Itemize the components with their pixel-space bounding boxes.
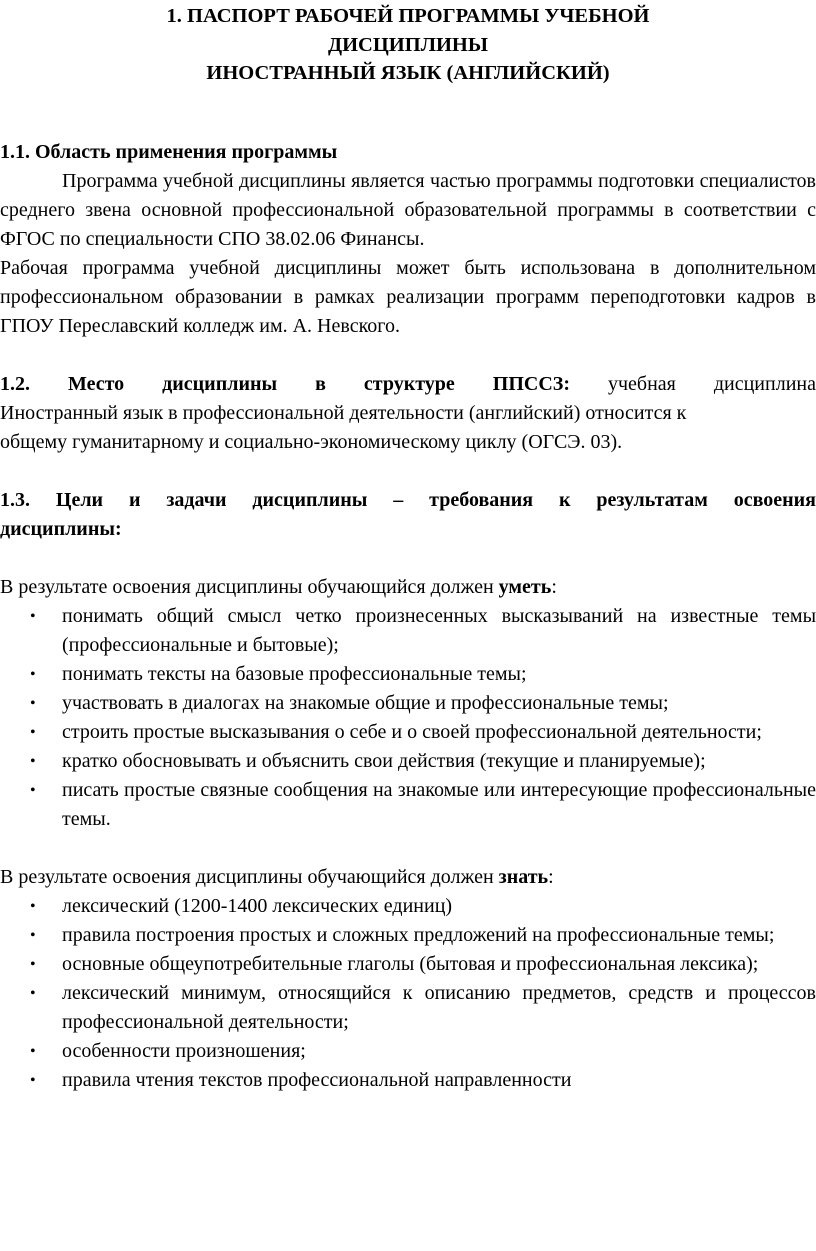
- skills-list: [0, 602, 816, 834]
- list-item: [0, 1037, 816, 1066]
- section-1-2-heading: 1.2. Место дисциплины в структуре ППССЗ:: [0, 372, 570, 395]
- section-1-1-paragraph-1: Программа учебной дисциплины является частью программы подготовки специалистов среднего звена основной профессиональной образовательной программы в соответствии с ФГОС по специальности СПО 38.02.06 Финансы.: [0, 169, 816, 250]
- list-item-text: особенности произношения;: [62, 1039, 306, 1062]
- section-1-2: [0, 370, 816, 457]
- section-1-3-heading-line-1: 1.3. Цели и задачи дисциплины – требования к результатам освоения: [0, 488, 816, 511]
- list-item: [0, 660, 816, 689]
- bullet-icon: •: [30, 607, 36, 625]
- bullet-icon: •: [30, 1042, 36, 1060]
- list-item: [0, 747, 816, 776]
- document-title: [0, 0, 816, 88]
- section-1-1-paragraph-2: Рабочая программа учебной дисциплины может быть использована в дополнительном профессиональном образовании в рамках реализации программ переподготовки кадров в ГПОУ Переславский колледж им. А. Невского.: [0, 256, 816, 337]
- knowledge-block: [0, 863, 816, 1095]
- list-item: [0, 892, 816, 921]
- list-item-text: лексический минимум, относящийся к описанию предметов, средств и процессов профессиональной деятельности;: [62, 981, 816, 1033]
- bullet-icon: •: [30, 1071, 36, 1089]
- section-1-2-line-3: общему гуманитарному и социально-экономическому циклу (ОГСЭ. 03).: [0, 430, 623, 453]
- spacer: [0, 341, 816, 370]
- bullet-icon: •: [30, 926, 36, 944]
- list-item-text: писать простые связные сообщения на знакомые или интересующие профессиональные темы.: [62, 778, 816, 830]
- spacer: [0, 544, 816, 573]
- bullet-icon: •: [30, 955, 36, 973]
- title-line-1: 1. ПАСПОРТ РАБОЧЕЙ ПРОГРАММЫ УЧЕБНОЙ: [166, 5, 650, 27]
- list-item: [0, 602, 816, 660]
- list-item-text: понимать общий смысл четко произнесенных высказываний на известные темы (профессиональные и бытовые);: [62, 604, 816, 656]
- skills-colon: :: [551, 575, 557, 598]
- list-item: [0, 718, 816, 747]
- section-1-3-heading-line-2: дисциплины:: [0, 517, 122, 540]
- knowledge-list: [0, 892, 816, 1095]
- section-1-1-heading: 1.1. Область применения программы: [0, 140, 338, 163]
- bullet-icon: •: [30, 723, 36, 741]
- list-item-text: понимать тексты на базовые профессиональные темы;: [62, 662, 527, 685]
- bullet-icon: •: [30, 781, 36, 799]
- list-item: [0, 950, 816, 979]
- list-item-text: основные общеупотребительные глаголы (бытовая и профессиональная лексика);: [62, 952, 759, 975]
- bullet-icon: •: [30, 984, 36, 1002]
- skills-intro: [0, 573, 816, 602]
- section-1-2-line-1-rest: учебная дисциплина: [569, 372, 816, 395]
- section-1-3: [0, 486, 816, 544]
- spacer: [0, 834, 816, 863]
- list-item: [0, 689, 816, 718]
- skills-block: [0, 573, 816, 834]
- list-item-text: участвовать в диалогах на знакомые общие и профессиональные темы;: [62, 691, 669, 714]
- knowledge-intro-text: В результате освоения дисциплины обучающийся должен: [0, 865, 499, 888]
- bullet-icon: •: [30, 665, 36, 683]
- bullet-icon: •: [30, 694, 36, 712]
- list-item-text: правила чтения текстов профессиональной направленности: [62, 1068, 572, 1091]
- list-item: [0, 1066, 816, 1095]
- list-item: [0, 776, 816, 834]
- section-1-2-line-1: [0, 370, 816, 399]
- title-line-2: ДИСЦИПЛИНЫ: [328, 33, 488, 56]
- list-item-text: кратко обосновывать и объяснить свои действия (текущие и планируемые);: [62, 749, 706, 772]
- list-item: [0, 921, 816, 950]
- spacer: [0, 457, 816, 486]
- knowledge-keyword: знать: [498, 865, 549, 888]
- list-item-text: строить простые высказывания о себе и о своей профессиональной деятельности;: [62, 720, 762, 743]
- spacer: [0, 88, 816, 138]
- knowledge-colon: :: [548, 865, 554, 888]
- section-1-1: [0, 138, 816, 341]
- title-line-3: ИНОСТРАННЫЙ ЯЗЫК (АНГЛИЙСКИЙ): [206, 62, 610, 84]
- bullet-icon: •: [30, 752, 36, 770]
- bullet-icon: •: [30, 897, 36, 915]
- list-item-text: лексический (1200-1400 лексических единиц): [62, 894, 453, 917]
- skills-intro-text: В результате освоения дисциплины обучающийся должен: [0, 575, 499, 598]
- section-1-2-line-2: Иностранный язык в профессиональной деятельности (английский) относится к: [0, 401, 687, 424]
- skills-keyword: уметь: [498, 575, 552, 598]
- knowledge-intro: [0, 863, 816, 892]
- list-item: [0, 979, 816, 1037]
- list-item-text: правила построения простых и сложных предложений на профессиональные темы;: [62, 923, 775, 946]
